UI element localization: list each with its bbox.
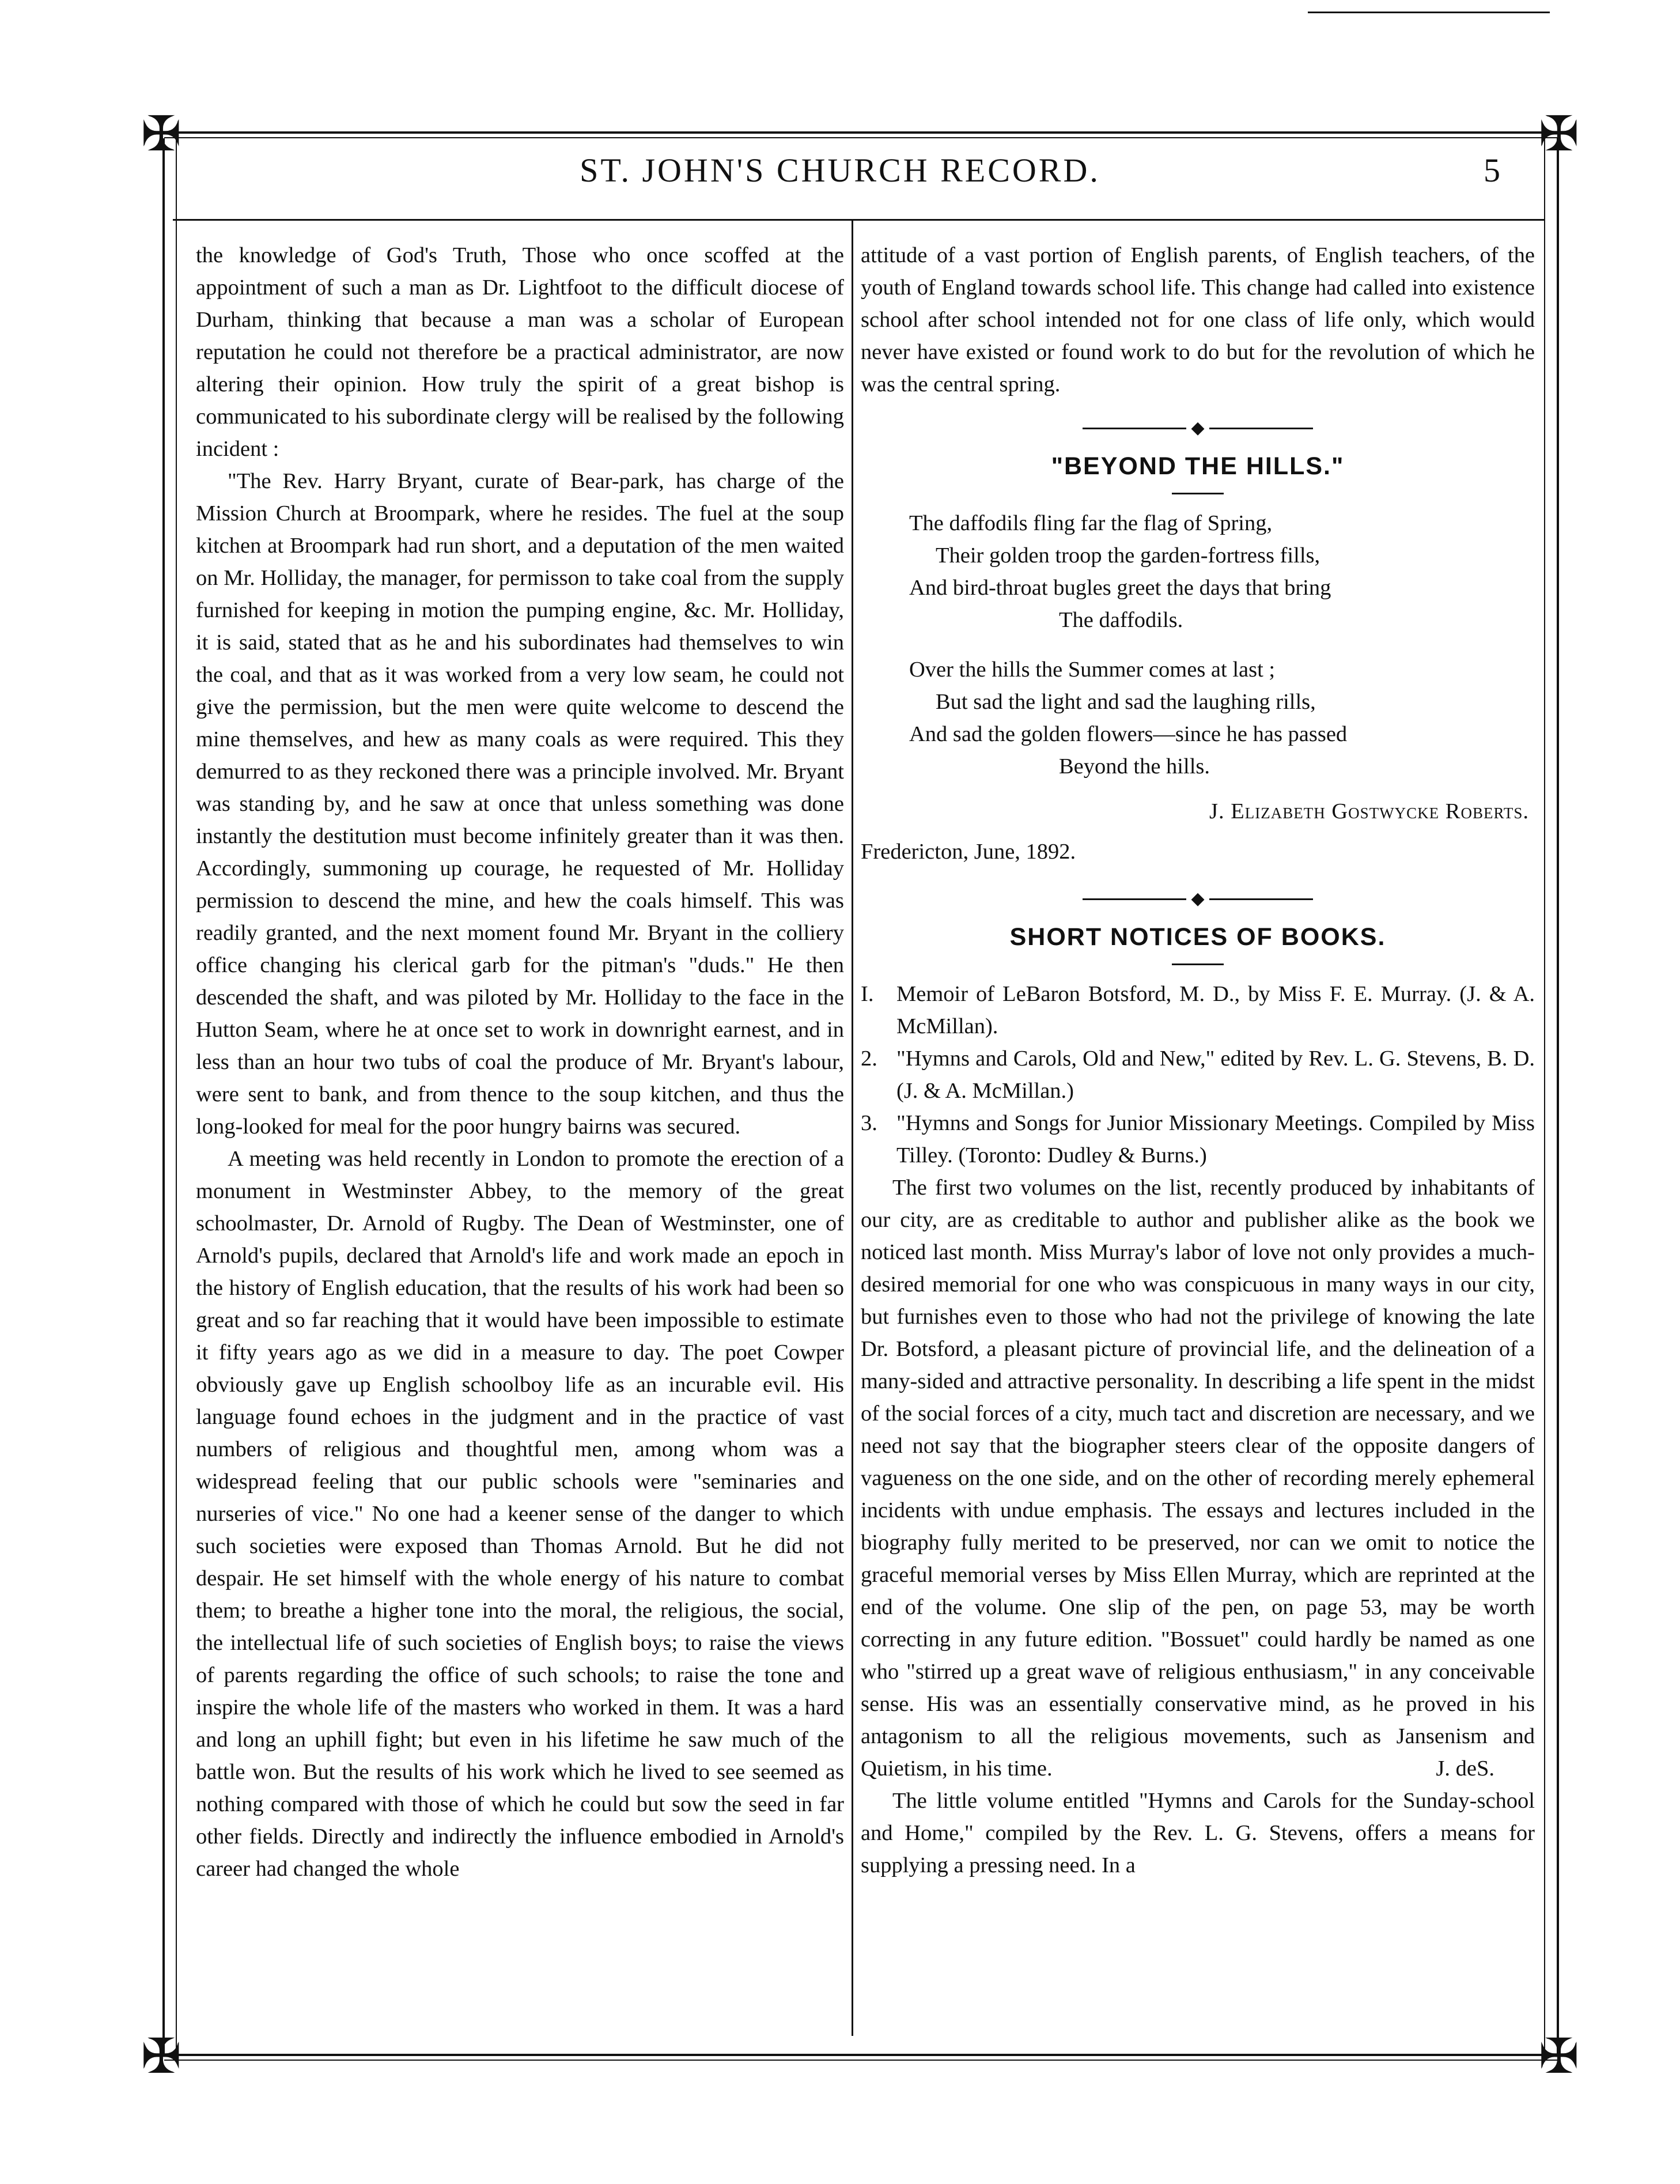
list-item: [861, 1107, 1535, 1172]
list-number: 2.: [861, 1046, 877, 1071]
left-paragraph-2: "The Rev. Harry Bryant, curate of Bear-park, has charge of the Mission Church at Broompark, where he resides. The fuel at the soup kitchen at Broompark had run short, and a deputation of the men waited on Mr. Holliday, the manager, for permisson to take coal from the supply furnished for keeping in motion the pumping engine, &c. Mr. Holliday, it is said, stated that as he and his subordinates had themselves to win the coal, and that as it was worked from a very low seam, he could not give the permission, but the men were quite welcome to descend the mine themselves, and hew as many coals as were required. This they demurred to as they reckoned there was a principle involved. Mr. Bryant was standing by, and he saw at once that unless something was done instantly the destitution must become infinitely greater than it was then. Accordingly, summoning up courage, he requested of Mr. Holliday permission to descend the mine, and hew the coals himself. This was readily granted, and the next moment found Mr. Bryant in the colliery office changing his clerical garb for the pitman's "duds." He then descended the shaft, and was piloted by Mr. Holliday to the face in the Hutton Seam, where he at once set to work in downright earnest, and in less than an hour two tubs of coal the produce of Mr. Bryant's labour, were sent to bank, and from thence to the soup kitchen, and thus the long-looked for meal for the poor hungry bairns was secured.: [196, 469, 844, 1139]
poem-line: Over the hills the Summer comes at last ;: [909, 658, 1276, 682]
poem-stanza-1: [861, 507, 1535, 636]
book-entry: "Hymns and Songs for Junior Missionary Meetings. Compiled by Miss Tilley. (Toronto: Dudley & Burns.): [896, 1111, 1535, 1167]
list-number: 3.: [861, 1111, 877, 1135]
left-paragraph-1: the knowledge of God's Truth, Those who once scoffed at the appointment of such a man as Dr. Lightfoot to the difficult diocese of Durham, thinking that because a man was a scholar of European reputation he could not therefore be a practical administrator, are now altering their opinion. How truly the spirit of a great bishop is communicated to his subordinate clergy will be realised by the following incident :: [196, 243, 844, 461]
poem-line: And sad the golden flowers—since he has passed: [909, 722, 1348, 746]
title-underline: [1172, 963, 1224, 965]
poem-stanza-2: [861, 653, 1535, 783]
list-item: [861, 1042, 1535, 1107]
divider-line: [1083, 428, 1186, 429]
title-underline: [1172, 493, 1224, 494]
list-item: [861, 978, 1535, 1042]
poem-dateline: Fredericton, June, 1892.: [861, 840, 1076, 864]
corner-ornament-top-left: ✠: [141, 105, 182, 162]
section-divider-2: [861, 883, 1535, 915]
poem-line: But sad the light and sad the laughing rills,: [936, 690, 1316, 714]
left-border-inner: [176, 138, 177, 2054]
right-column: [861, 239, 1535, 1881]
review-paragraph: [861, 1172, 1535, 1785]
left-column: [196, 239, 844, 1885]
book-list: [861, 978, 1535, 1172]
divider-line: [1209, 898, 1313, 900]
corner-ornament-top-right: ✠: [1538, 105, 1580, 162]
top-rule-inner: [164, 137, 1558, 138]
top-right-mark: [1308, 12, 1550, 13]
right-border-outer: [1557, 138, 1559, 2054]
corner-ornament-bottom-left: ✠: [141, 2028, 182, 2084]
corner-ornament-bottom-right: ✠: [1538, 2028, 1580, 2084]
diamond-ornament-icon: ◆: [1191, 889, 1205, 909]
review-signature: J. deS.: [1436, 1756, 1494, 1781]
book-entry: Memoir of LeBaron Botsford, M. D., by Miss F. E. Murray. (J. & A. McMillan).: [896, 982, 1535, 1038]
left-border-outer: [162, 138, 165, 2054]
notices-title: SHORT NOTICES OF BOOKS.: [1009, 923, 1386, 951]
page-title: ST. JOHN'S CHURCH RECORD.: [580, 152, 1100, 189]
right-border-inner: [1544, 138, 1545, 2054]
poem-line: The daffodils fling far the flag of Spring,: [909, 511, 1273, 535]
right-intro-paragraph: attitude of a vast portion of English parents, of English teachers, of the youth of England towards school life. This change had called into existence school after school intended not for one class of life only, which would never have existed or found work to do but for the revolution of which he was the central spring.: [861, 243, 1535, 396]
left-paragraph-3: A meeting was held recently in London to promote the erection of a monument in Westminster Abbey, to the memory of the great schoolmaster, Dr. Arnold of Rugby. The Dean of Westminster, one of Arnold's pupils, declared that Arnold's life and work made an epoch in the history of English education, that the results of his work had been so great and so far reaching that it would have been impossible to estimate it fifty years ago as we did in a measure to day. The poet Cowper obviously gave up English schoolboy life as an incurable evil. His language found echoes in the judgment and in the practice of vast numbers of religious and thoughtful men, among whom was a widespread feeling that our public schools were "seminaries and nurseries of vice." No one had a keener sense of the danger to which such societies were exposed than Thomas Arnold. But he did not despair. He set himself with the whole energy of his nature to combat them; to breathe a higher tone into the moral, the religious, the social, the intellectual life of such societies of English boys; to raise the views of parents regarding the office of such schools; to raise the tone and inspire the whole life of the masters who worked in them. It was a hard and long an uphill fight; but even in his lifetime he saw much of the battle won. But the results of his work which he lived to see seemed as nothing compared with those of which he could but sow the seed in far other fields. Directly and indirectly the influence embodied in Arnold's career had changed the whole: [196, 1147, 844, 1881]
header-rule: [173, 219, 1544, 221]
divider-line: [1209, 428, 1313, 429]
poem-line: Their golden troop the garden-fortress fills,: [936, 543, 1320, 568]
bottom-rule-outer: [164, 2054, 1558, 2056]
book-entry: "Hymns and Carols, Old and New," edited by Rev. L. G. Stevens, B. D. (J. & A. McMillan.): [896, 1046, 1535, 1103]
bottom-rule-inner: [164, 2060, 1558, 2061]
section-divider-1: [861, 412, 1535, 444]
list-number: I.: [861, 982, 874, 1006]
poem-title: "BEYOND THE HILLS.": [1051, 452, 1345, 480]
divider-line: [1083, 898, 1186, 900]
diamond-ornament-icon: ◆: [1191, 418, 1205, 438]
page-number: 5: [1484, 152, 1500, 189]
review-text: The first two volumes on the list, recently produced by inhabitants of our city, are as creditable to author and publisher alike as the book we noticed last month. Miss Murray's labor of love not only provides a much-desired memorial for one who was conspicuous in many ways in our city, but furnishes even to those who had not the privilege of knowing the late Dr. Botsford, a pleasant picture of provincial life, and the delineation of a many-sided and attractive personality. In describing a life spent in the midst of the social forces of a city, much tact and discretion are necessary, and we need not say that the biographer steers clear of the opposite dangers of vagueness on the one side, and on the other of recording merely ephemeral incidents with undue emphasis. The essays and lectures included in the biography fully merited to be preserved, nor can we omit to notice the graceful memorial verses by Miss Ellen Murray, which are reprinted at the end of the volume. One slip of the pen, on page 53, may be worth correcting in any future edition. "Bossuet" could hardly be named as one who "stirred up a great wave of religious enthusiasm," in any conceivable sense. His was an essentially conservative mind, as he proved in his antagonism to all the religious movements, such as Jansenism and Quietism, in his time.: [861, 1176, 1535, 1781]
poem-author: J. Elizabeth Gostwycke Roberts.: [1209, 799, 1529, 823]
last-paragraph: The little volume entitled "Hymns and Carols for the Sunday-school and Home," compiled by the Rev. L. G. Stevens, offers a means for supplying a pressing need. In a: [861, 1789, 1535, 1877]
column-divider: [852, 221, 853, 2036]
poem-line: The daffodils.: [1059, 608, 1183, 632]
top-rule-outer: [164, 131, 1558, 134]
poem-line: Beyond the hills.: [1059, 754, 1210, 779]
poem-line: And bird-throat bugles greet the days that bring: [909, 576, 1331, 600]
